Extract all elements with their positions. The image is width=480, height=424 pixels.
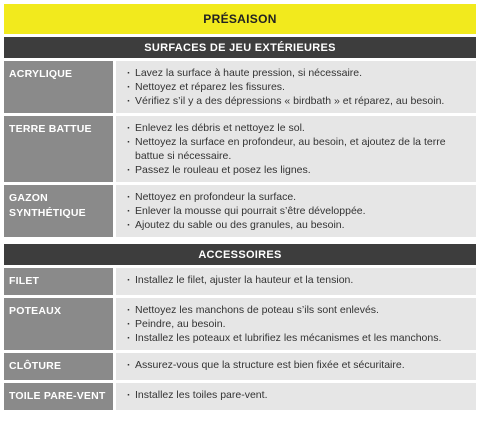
table-row	[4, 61, 476, 113]
list-item: · Nettoyez en profondeur la surface.	[127, 190, 468, 204]
row-content	[116, 116, 476, 182]
table-row	[4, 298, 476, 350]
list-item: · Nettoyez les manchons de poteau s’ils sont enlevés.	[127, 303, 468, 317]
list-item: · Installez les poteaux et lubrifiez les mécanismes et les manchons.	[127, 331, 468, 345]
list-item: · Ajoutez du sable ou des granules, au besoin.	[127, 218, 468, 232]
task-list	[127, 358, 468, 372]
table-row	[4, 185, 476, 237]
list-item: · Vérifiez s’il y a des dépressions « birdbath » et réparez, au besoin.	[127, 94, 468, 108]
section-heading: ACCESSOIRES	[4, 244, 476, 265]
table-row	[4, 116, 476, 182]
list-item: · Installez les toiles pare-vent.	[127, 388, 468, 402]
task-list	[127, 388, 468, 402]
preseason-table	[4, 4, 476, 413]
section-heading: SURFACES DE JEU EXTÉRIEURES	[4, 37, 476, 58]
sections-container	[4, 37, 476, 410]
list-item: · Peindre, au besoin.	[127, 317, 468, 331]
row-label: GAZON SYNTHÉTIQUE	[4, 185, 113, 237]
row-label: TERRE BATTUE	[4, 116, 113, 182]
table-title: PRÉSAISON	[4, 4, 476, 34]
row-label: POTEAUX	[4, 298, 113, 350]
row-content	[116, 383, 476, 410]
task-list	[127, 121, 468, 177]
list-item: · Assurez-vous que la structure est bien fixée et sécuritaire.	[127, 358, 468, 372]
row-content	[116, 268, 476, 295]
list-item: · Nettoyez la surface en profondeur, au besoin, et ajoutez de la terre battue si nécessaire.	[127, 135, 468, 163]
task-list	[127, 303, 468, 345]
row-content	[116, 61, 476, 113]
row-label: ACRYLIQUE	[4, 61, 113, 113]
row-label: CLÔTURE	[4, 353, 113, 380]
task-list	[127, 66, 468, 108]
list-item: · Nettoyez et réparez les fissures.	[127, 80, 468, 94]
row-content	[116, 185, 476, 237]
row-label: FILET	[4, 268, 113, 295]
table-row	[4, 383, 476, 410]
task-list	[127, 273, 468, 287]
list-item: · Enlevez les débris et nettoyez le sol.	[127, 121, 468, 135]
row-content	[116, 353, 476, 380]
table-row	[4, 268, 476, 295]
task-list	[127, 190, 468, 232]
row-content	[116, 298, 476, 350]
list-item: · Lavez la surface à haute pression, si nécessaire.	[127, 66, 468, 80]
row-label: TOILE PARE-VENT	[4, 383, 113, 410]
list-item: · Passez le rouleau et posez les lignes.	[127, 163, 468, 177]
list-item: · Installez le filet, ajuster la hauteur et la tension.	[127, 273, 468, 287]
table-row	[4, 353, 476, 380]
list-item: · Enlever la mousse qui pourrait s’être développée.	[127, 204, 468, 218]
